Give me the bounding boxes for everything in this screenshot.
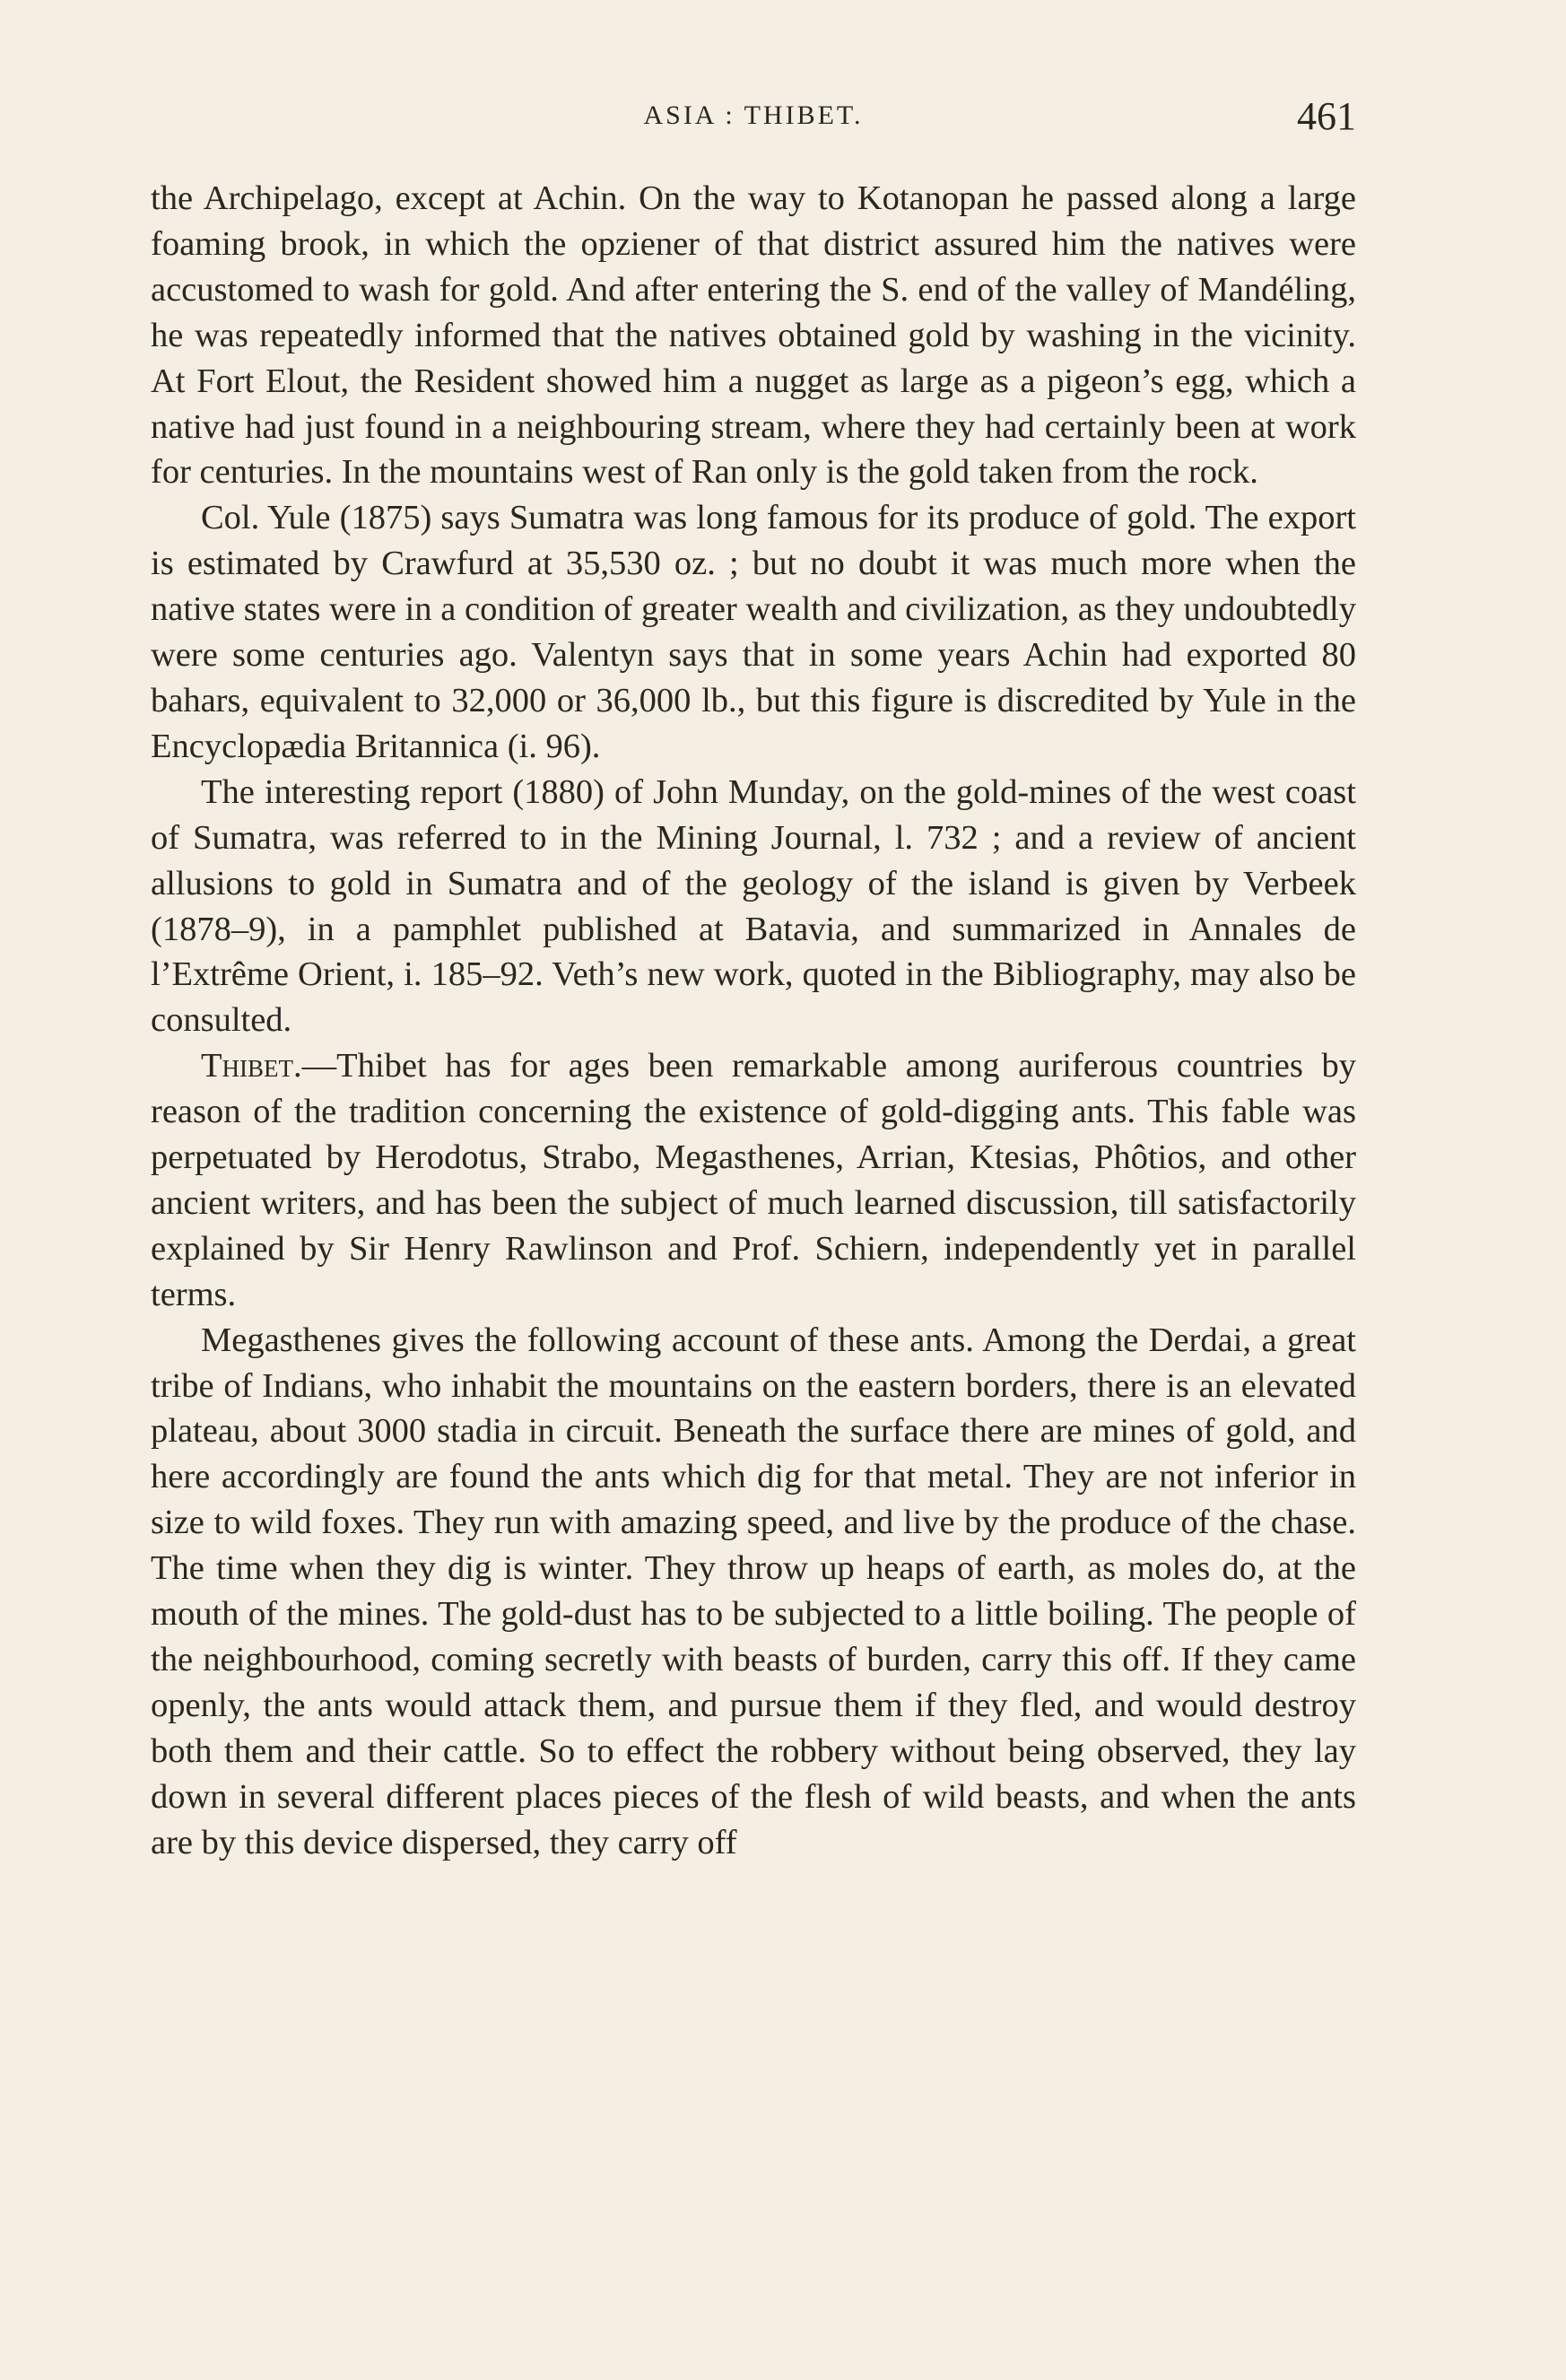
- paragraph-3: The interesting report (1880) of John Munday, on the gold-mines of the west coast of Sumatra, was referred to in the Mining Journal, l. 732 ; and a review of ancient allusions to gold in Sumatra and of the geology of the island is given by Verbeek (1878–9), in a pamphlet published at Batavia, and summarized in Annales de l’Extrême Orient, i. 185–92. Veth’s new work, quoted in the Bibliography, may also be consulted.: [151, 772, 1356, 1040]
- paragraph-5: Megasthenes gives the following account of these ants. Among the Derdai, a great tribe of Indians, who inhabit the mountains on the eastern borders, there is an elevated plateau, about 3000 stadia in circuit. Beneath the surface there are mines of gold, and here accordingly are found the ants which dig for that metal. They are not inferior in size to wild foxes. They run with amazing speed, and live by the produce of the chase. The time when they dig is winter. They throw up heaps of earth, as moles do, at the mouth of the mines. The gold-dust has to be subjected to a little boiling. The people of the neighbourhood, coming secretly with beasts of burden, carry this off. If they came openly, the ants would attack them, and pursue them if they fled, and would destroy both them and their cattle. So to effect the robbery without being observed, they lay down in several different places pieces of the flesh of wild beasts, and when the ants are by this device dispersed, they carry off: [151, 1321, 1356, 1861]
- page-header: [151, 93, 1356, 138]
- body-text: [151, 176, 1356, 1866]
- paragraph-4-text: —Thibet has for ages been remarkable among auriferous countries by reason of the tradition concerning the existence of gold-digging ants. This fable was perpetuated by Herodotus, Strabo, Megasthenes, Arrian, Ktesias, Phôtios, and other ancient writers, and has been the subject of much learned discussion, till satisfactorily explained by Sir Henry Rawlinson and Prof. Schiern, independently yet in parallel terms.: [151, 1047, 1356, 1313]
- page-number: 461: [1297, 94, 1356, 138]
- section-lead-thibet: Thibet.: [201, 1047, 302, 1085]
- paragraph-4: [151, 1043, 1356, 1317]
- paragraph-1: the Archipelago, except at Achin. On the way to Kotanopan he passed along a large foaming brook, in which the opziener of that district assured him the natives were accustomed to wash for gold. And after entering the S. end of the valley of Mandéling, he was repeatedly informed that the natives obtained gold by washing in the vicinity. At Fort Elout, the Resident showed him a nugget as large as a pigeon’s egg, which a native had just found in a neighbouring stream, where they had certainly been at work for centuries. In the mountains west of Ran only is the gold taken from the rock.: [151, 179, 1356, 492]
- paragraph-2: Col. Yule (1875) says Sumatra was long famous for its produce of gold. The export is estimated by Crawfurd at 35,530 oz. ; but no doubt it was much more when the native states were in a condition of greater wealth and civilization, as they undoubtedly were some centuries ago. Valentyn says that in some years Achin had exported 80 bahars, equivalent to 32,000 or 36,000 lb., but this figure is discredited by Yule in the Encyclopædia Britannica (i. 96).: [151, 499, 1356, 765]
- running-title: ASIA : THIBET.: [643, 100, 864, 130]
